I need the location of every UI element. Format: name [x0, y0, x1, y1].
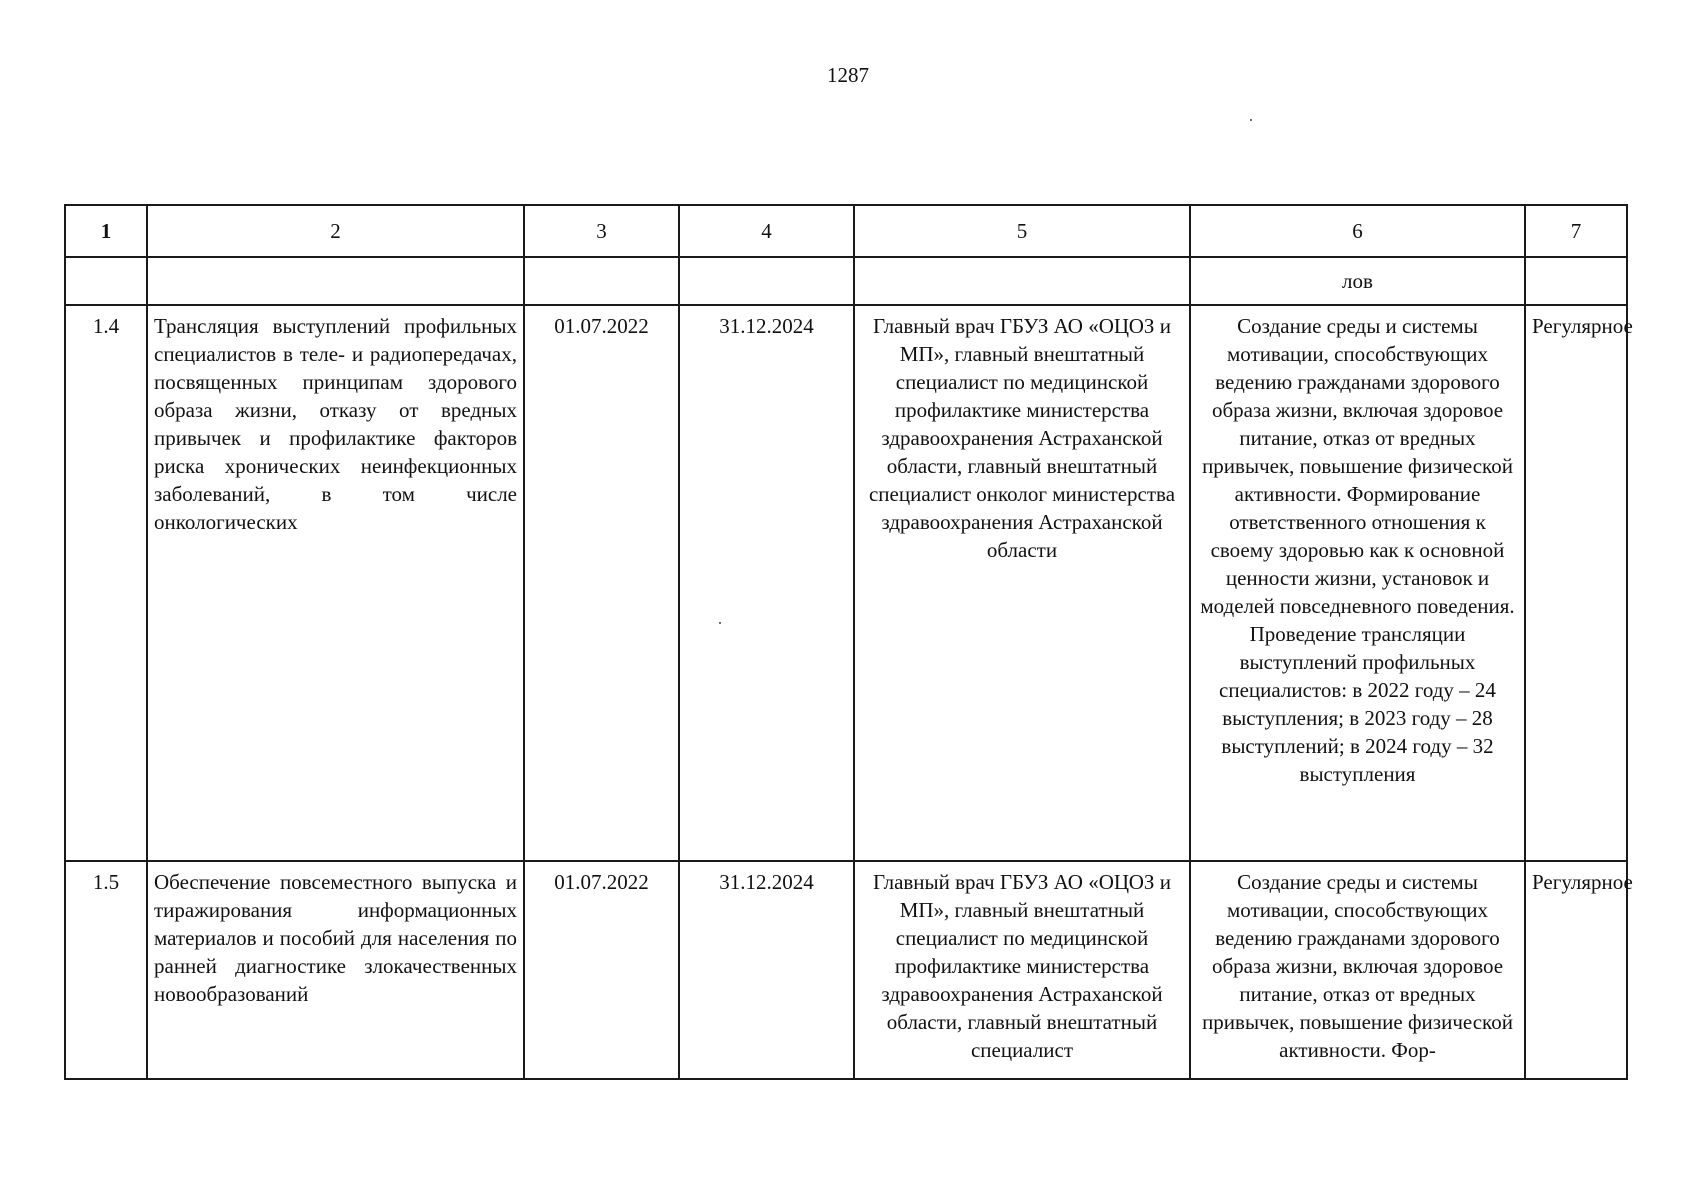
continuation-row	[65, 257, 1627, 305]
continuation-cell-5	[854, 257, 1190, 305]
column-header-6: 6	[1190, 205, 1525, 257]
column-header-2: 2	[147, 205, 524, 257]
continuation-cell-7	[1525, 257, 1627, 305]
continuation-cell-4	[679, 257, 854, 305]
continuation-cell-1	[65, 257, 147, 305]
column-header-3: 3	[524, 205, 679, 257]
continuation-cell-6: лов	[1190, 257, 1525, 305]
table-row	[65, 305, 1627, 861]
start-date: 01.07.2022	[524, 861, 679, 1079]
start-date: 01.07.2022	[524, 305, 679, 861]
column-number-row	[65, 205, 1627, 257]
responsible-persons: Главный врач ГБУЗ АО «ОЦОЗ и МП», главный внештатный специалист по медицинской профилактике министерства здравоохранения Астраханской области, главный внештатный специалист	[854, 861, 1190, 1079]
measure-type: Регулярное	[1525, 305, 1627, 861]
scan-speck	[1250, 119, 1252, 121]
expected-result: Создание среды и системы мотивации, способствующих ведению гражданами здорового образа жизни, включая здоровое питание, отказ от вредных привычек, повышение физической активности. Формирование ответственного отношения к своему здоровью как к основной ценности жизни, установок и моделей повседневного поведения. Проведение трансляции выступлений профильных специалистов: в 2022 году – 24 выступления; в 2023 году – 28 выступлений; в 2024 году – 32 выступления	[1190, 305, 1525, 861]
column-header-7: 7	[1525, 205, 1627, 257]
measure-name: Обеспечение повсеместного выпуска и тиражирования информационных материалов и пособий для населения по ранней диагностике злокачественных новообразований	[147, 861, 524, 1079]
row-number: 1.4	[65, 305, 147, 861]
end-date: 31.12.2024	[679, 305, 854, 861]
measure-name: Трансляция выступлений профильных специалистов в теле- и радиопередачах, посвященных принципам здорового образа жизни, отказу от вредных привычек и профилактике факторов риска хронических неинфекционных заболеваний, в том числе онкологических	[147, 305, 524, 861]
continuation-cell-3	[524, 257, 679, 305]
page-number: 1287	[827, 63, 869, 87]
measures-table	[64, 204, 1633, 1080]
end-date: 31.12.2024	[679, 861, 854, 1079]
expected-result: Создание среды и системы мотивации, способствующих ведению гражданами здорового образа жизни, включая здоровое питание, отказ от вредных привычек, повышение физической активности. Фор-	[1190, 861, 1525, 1079]
column-header-5: 5	[854, 205, 1190, 257]
row-number: 1.5	[65, 861, 147, 1079]
responsible-persons: Главный врач ГБУЗ АО «ОЦОЗ и МП», главный внештатный специалист по медицинской профилактике министерства здравоохранения Астраханской области, главный внештатный специалист онколог министерства здравоохранения Астраханской области	[854, 305, 1190, 861]
column-header-1: 1	[65, 205, 147, 257]
table-row	[65, 861, 1627, 1079]
continuation-cell-2	[147, 257, 524, 305]
column-header-4: 4	[679, 205, 854, 257]
measure-type: Регулярное	[1525, 861, 1627, 1079]
